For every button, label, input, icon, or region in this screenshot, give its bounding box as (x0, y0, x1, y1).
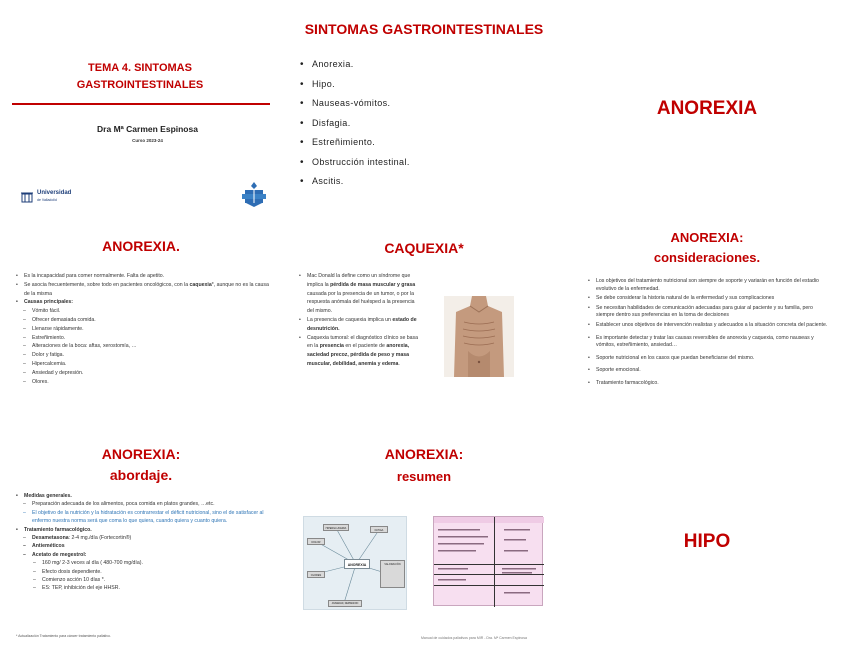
university-logo (21, 190, 91, 206)
table-cell-text (434, 517, 544, 607)
list-item: • Obstrucción intestinal. (300, 153, 560, 173)
list-item: – Comienzo acción 10 días *. (16, 576, 271, 584)
slide-title: ANOREXIA: (384, 446, 464, 462)
list-item: • Nauseas-vómitos. (300, 94, 560, 114)
cover-author: Dra Mª Carmen Espinosa (97, 124, 198, 134)
map-node: ANOREXIA (344, 559, 370, 569)
list-item: • Soporte emocional. (588, 367, 828, 375)
slide-subtitle: consideraciones. (653, 250, 761, 265)
list-item: • La presencia de caquexia implica un estado de desnutrición. (299, 316, 419, 334)
list-item: – Preparación adecuada de los alimentos, poca comida en platos grandes, …etc. (16, 500, 271, 508)
cover-title: TEMA 4. SINTOMAS GASTROINTESTINALES (76, 62, 204, 91)
cover-course: Curso 2023-24 (132, 138, 163, 143)
list-item: • Tratamiento farmacológico. (16, 526, 271, 534)
slide-index (300, 55, 560, 192)
slide-title: CAQUEXIA* (384, 240, 464, 256)
list-item: • Se asocia frecuentemente, sobre todo en pacientes oncológicos, con la caquexia*, aunque no es la causa de la misma (16, 281, 271, 299)
list-item: – Dolor y fatiga. (16, 351, 271, 360)
list-item: – Antieméticos (16, 542, 271, 550)
slide-subtitle: resumen (396, 469, 452, 484)
university-crest-icon (21, 191, 33, 203)
summary-table (433, 516, 543, 606)
list-item: – ES: TEP, inhibición del eje HHSR. (16, 584, 271, 592)
map-node: OLORES (307, 571, 325, 578)
list-item: – Hipercalcemia. (16, 360, 271, 369)
list-item: • Los objetivos del tratamiento nutricional son siempre de soporte y variarán en función del estadio evolutivo de la enfermedad. (588, 278, 828, 293)
university-name: Universidad (37, 190, 72, 196)
list-item: – Ofrecer demasiada comida. (16, 316, 271, 325)
list-item: • Establecer unos objetivos de intervención realistas y adecuados a la situación concreta del paciente. (588, 322, 828, 330)
list-item: – Acetato de megestrol: (16, 551, 271, 559)
caquexia-text (299, 272, 419, 369)
list-item: • Es importante detectar y tratar las causas reversibles de anorexia y caquexia, como nauseas y vómitos, estreñimiento, ansiedad… (588, 335, 828, 350)
list-item: – Ansiedad y depresión. (16, 369, 271, 378)
abordaje-list (16, 492, 271, 593)
list-item: – Olores. (16, 378, 271, 387)
cover-divider (12, 103, 270, 105)
list-item: • Tratamiento farmacológico. (588, 380, 828, 388)
list-item: • Causas principales: (16, 298, 271, 307)
list-item: – Dexametasona: 2-4 mg./día (Fortecortin®) (16, 534, 271, 542)
list-item: • Disfagia. (300, 114, 560, 134)
slide-title: ANOREXIA: (101, 446, 181, 462)
consideraciones-list (588, 278, 828, 388)
concept-map (303, 516, 407, 610)
list-item: – Estreñimiento. (16, 334, 271, 343)
cachexia-patient-image (444, 296, 514, 377)
page-title: SINTOMAS GASTROINTESTINALES (304, 21, 544, 37)
slide-title-cover (0, 40, 282, 220)
map-node: HIPERGLUCEMIA (323, 524, 349, 531)
list-item: • Anorexia. (300, 55, 560, 75)
section-title-anorexia: ANOREXIA (656, 98, 758, 119)
footnote-left: * Actualización Tratamiento para cáncer tratamiento paliativo. (16, 634, 111, 638)
map-node: DOLOR (307, 538, 325, 545)
slide-subtitle: abordaje. (109, 467, 173, 483)
map-node: VALORACIÓN (380, 560, 405, 588)
symptom-list (300, 55, 560, 192)
list-item: – Llenarse rápidamente. (16, 325, 271, 334)
list-item: • Se debe considerar la historia natural de la enfermedad y sus complicaciones (588, 295, 828, 303)
list-item: • Soporte nutricional en los casos que puedan beneficiarse del mismo. (588, 355, 828, 363)
list-item: • Mac Donald la define como un síndrome que implica la pérdida de masa muscular y grasa causada por la presencia de un tumor, o por la respuesta anómala del huésped a la presencia del mismo. (299, 272, 419, 316)
list-item: • Hipo. (300, 75, 560, 95)
list-item: • Ascitis. (300, 172, 560, 192)
section-title-hipo: HIPO (683, 531, 731, 552)
university-subname: de Valladolid (37, 198, 57, 202)
list-item: • Medidas generales. (16, 492, 271, 500)
list-item: – Vómito fácil. (16, 307, 271, 316)
slide-title: ANOREXIA: (670, 230, 744, 245)
list-item: • Caquexia tumoral: el diagnóstico clínico se basa en la presencia en el paciente de anorexia, saciedad precoz, pérdida de peso y masa muscular, debilidad, anemia y edema. (299, 334, 419, 369)
map-node: ANSIEDAD, DEPRESION (328, 600, 362, 607)
footnote-right: Manual de cuidados paliativos para MIR - Dra. Mª Carmen Espinosa (421, 636, 527, 640)
list-item: • Se necesitan habilidades de comunicación adecuadas para guiar al paciente y su familia, pero siempre dentro sus preferencias en la toma de decisiones (588, 305, 828, 320)
list-item: • Es la incapacidad para comer normalmente. Falta de apetito. (16, 272, 271, 281)
list-item: – 160 mg/ 2-3 veces al día ( 480-700 mg/día). (16, 559, 271, 567)
cachexia-photo (444, 296, 514, 377)
definition-list (16, 272, 271, 386)
list-item: – El objetivo de la nutrición y la hidratación es contrarrestar el déficit nutricional, sino el de satisfacer al enfermo nuestra norma será que coma lo que quiera, cuando quiera y cuanto quiera. (16, 509, 271, 526)
list-item: – Efecto dosis dependiente. (16, 568, 271, 576)
list-item: • Estreñimiento. (300, 133, 560, 153)
list-item: – Alteraciones de la boca: aftas, xerostomía, … (16, 342, 271, 351)
institution-crest-icon (240, 181, 268, 207)
slide-title: ANOREXIA. (102, 238, 180, 254)
map-node: FATIGA (370, 526, 388, 533)
